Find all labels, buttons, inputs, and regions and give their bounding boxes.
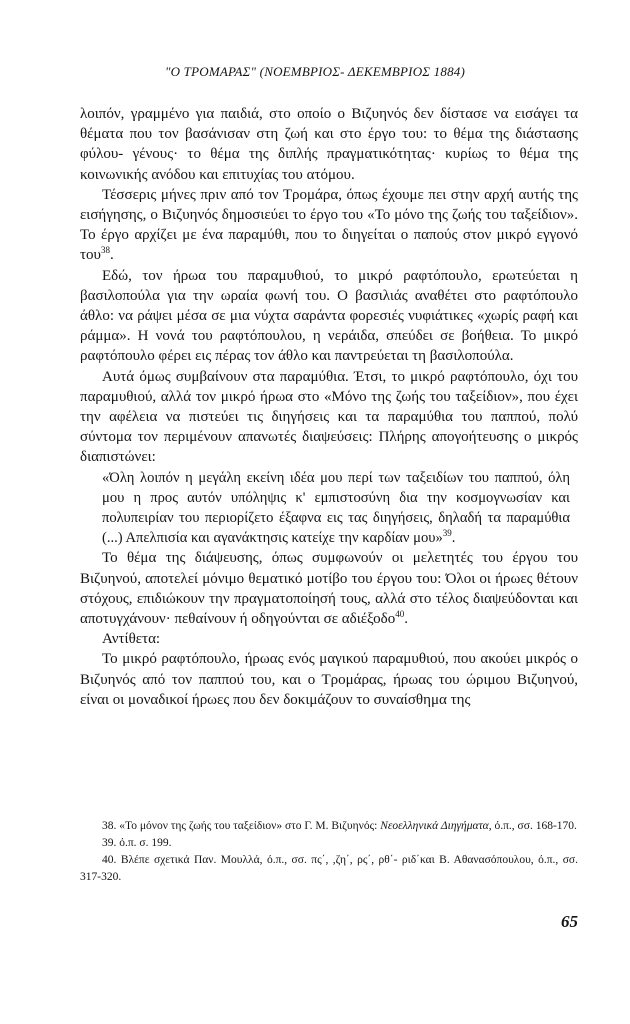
block-quote: «Όλη λοιπόν η μεγάλη εκείνη ιδέα μου περί των ταξειδίων του παππού, όλη μου η προς αυτόν υπόληψις κ' εμπιστοσύνη δια την κοσμογνωσίαν και πολυπειρίαν του περιορίζετο έξαφνα εις τας διηγήσεις, δηλαδή τα παραμύθια (...) Απελπισία και αγανάκτησις κατείχε την καρδίαν μου»$^{39}$. (102, 469, 570, 547)
footnote-text-tail: , ό.π., σσ. 168-170. (488, 820, 577, 832)
footnote-book-title: Νεοελληνικά Διηγήματα (380, 820, 489, 832)
paragraph-3: Εδώ, τον ήρωα του παραμυθιού, το μικρό ραφτόπουλο, ερωτεύεται η βασιλοπούλα για την ωραία φωνή του. Ο βασιλιάς αναθέτει στο ραφτόπουλο άθλο: να ράψει μέσα σε μια νύχτα σαράντα φορεσιές νυφιάτικες «χωρίς ραφή και ράμμα». Η νονά του ραφτόπουλου, η νεράιδα, σπεύδει σε βοήθεια. Το μικρό ραφτόπουλο φέρει εις πέρας τον άθλο και παντρεύεται τη βασιλοπούλα. (80, 267, 578, 365)
footnote-text: ό.π. σ. 199. (119, 837, 172, 849)
footnote-text: «Το μόνον της ζωής του ταξείδιον» στο Γ. Μ. Βιζυηνός: (119, 820, 381, 832)
footnote-ref-40[interactable]: 40 (395, 609, 405, 620)
footnote-text: Βλέπε σχετικά Παν. Μουλλά, ό.π., σσ. πς΄, ,ζη΄, ρς΄, ρθ΄- ριδ΄και Β. Αθανασόπουλου, ό.π., σσ. 317-320. (80, 854, 578, 883)
paragraph-5: Το θέμα της διάψευσης, όπως συμφωνούν οι μελετητές του έργου του Βιζυηνού, αποτελεί μόνιμο θεματικό μοτίβο του έργου του: Όλοι οι ήρωες θέτουν στόχους, επιδιώκουν την πραγματοποίησή τους, αλλά στο τέλος διαψεύδονται και αποτυγχάνουν· πεθαίνουν ή οδηγούνται σε αδιέξοδο$^{40}$. (80, 550, 578, 628)
paragraph-5-text: Το θέμα της διάψευσης, όπως συμφωνούν οι μελετητές του έργου του Βιζυηνού, αποτελεί μόνιμο θεματικό μοτίβο του έργου του: Όλοι οι ήρωες θέτουν στόχους, επιδιώκουν την πραγματοποίησή τους, αλλά στο τέλος διαψεύδονται και αποτυγχάνουν· πεθαίνουν ή οδηγούνται σε αδιέξοδο (80, 550, 578, 628)
paragraph-2-text: Τέσσερις μήνες πριν από τον Τρομάρα, όπως έχουμε πει στην αρχή αυτής της εισήγησης, ο Βιζυηνός δημοσιεύει το έργο του «Το μόνο της ζωής του ταξείδιον». Το έργο αρχίζει με ένα παραμύθι, που το διηγείται ο παπούς στον μικρό εγγονό του (80, 186, 578, 264)
paragraph-7: Το μικρό ραφτόπουλο, ήρωας ενός μαγικού παραμυθιού, που ακούει μικρός ο Βιζυηνός από τον παππού του, και ο Τρομάρας, ήρωας του ώριμου Βιζυηνού, είναι οι μοναδικοί ήρωες που δεν δοκιμάζουν το συναίσθημα της (80, 651, 578, 708)
footnote-number: 39. (102, 837, 117, 849)
footnote-ref-39[interactable]: 39 (442, 528, 452, 539)
footnote-40 (80, 852, 578, 886)
paragraph-6: Αντίθετα: (102, 631, 161, 648)
footnote-39 (80, 835, 578, 852)
running-header: "Ο ΤΡΟΜΑΡΑΣ" (ΝΟΕΜΒΡΙΟΣ- ΔΕΚΕΜΒΡΙΟΣ 1884) (164, 64, 466, 79)
block-quote-text: «Όλη λοιπόν η μεγάλη εκείνη ιδέα μου περί των ταξειδίων του παππού, όλη μου η προς αυτόν υπόληψις κ' εμπιστοσύνη δια την κοσμογνωσίαν και πολυπειρίαν του περιορίζετο έξαφνα εις τας διηγήσεις, δηλαδή τα παραμύθια (...) Απελπισία και αγανάκτησις κατείχε την καρδίαν μου» (102, 469, 570, 547)
page-number: 65 (561, 912, 578, 931)
footnote-38 (80, 818, 578, 835)
paragraph-4: Αυτά όμως συμβαίνουν στα παραμύθια. Έτσι, το μικρό ραφτόπουλο, όχι του παραμυθιού, αλλά τον μικρό ήρωα στο «Μόνο της ζωής του ταξείδιον», που έχει την αφέλεια να πιστεύει τις διηγήσεις και τα παραμύθια του παππού, πολύ σύντομα τον περιμένουν απανωτές διαψεύσεις: Πλήρης απογοήτευσης ο μικρός διαπιστώνει: (80, 368, 578, 466)
paragraph-2: Τέσσερις μήνες πριν από τον Τρομάρα, όπως έχουμε πει στην αρχή αυτής της εισήγησης, ο Βιζυηνός δημοσιεύει το έργο του «Το μόνο της ζωής του ταξείδιον». Το έργο αρχίζει με ένα παραμύθι, που το διηγείται ο παπούς στον μικρό εγγονό του$^{38}$. (80, 186, 578, 264)
footnote-number: 38. (102, 820, 117, 832)
footnote-number: 40. (102, 854, 117, 866)
paragraph-1: λοιπόν, γραμμένο για παιδιά, στο οποίο ο Βιζυηνός δεν δίστασε να εισάγει τα θέματα που τον βασάνισαν στη ζωή και στο έργο του: το θέμα της διάστασης φύλου- γένους· το θέμα της διπλής πραγματικότητας· κυρίως το θέμα της κοινωνικής ανόδου και επιτυχίας του ατόμου. (80, 106, 578, 183)
body-text (80, 104, 578, 710)
footnote-ref-38[interactable]: 38 (100, 245, 110, 256)
footnotes (80, 818, 578, 886)
